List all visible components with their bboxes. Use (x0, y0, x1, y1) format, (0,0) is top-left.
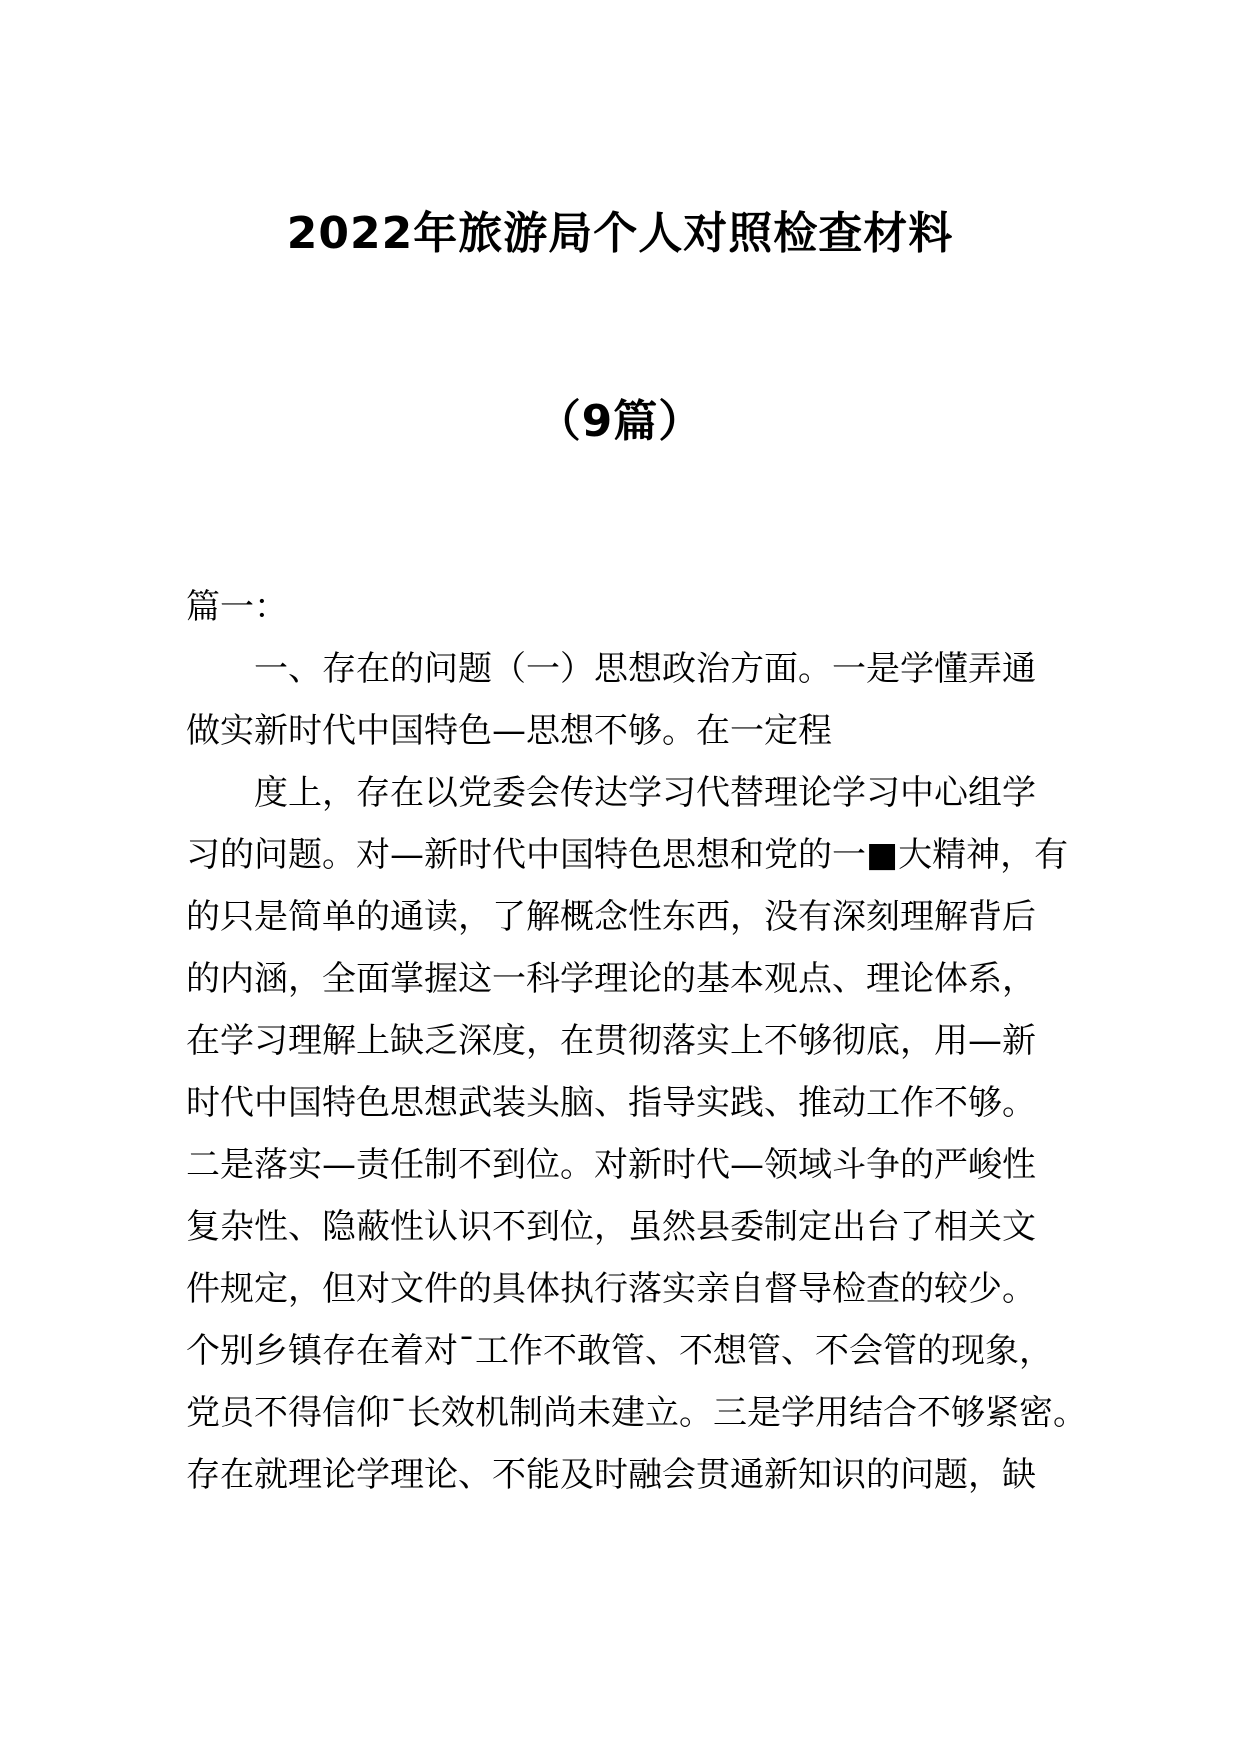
paragraph-line: 做实新时代中国特色—思想不够。在一定程 (186, 711, 832, 751)
paragraph-line: 二是落实—责任制不到位。对新时代—领域斗争的严峻性 (186, 1145, 1036, 1185)
paragraph-line: 件规定，但对文件的具体执行落实亲自督导检查的较少。 (186, 1269, 1036, 1309)
paragraph-line: 度上，存在以党委会传达学习代替理论学习中心组学 (254, 773, 1036, 813)
paragraph-line: 个别乡镇存在着对¯工作不敢管、不想管、不会管的现象， (186, 1331, 1053, 1371)
paragraph-line: 党员不得信仰¯长效机制尚未建立。三是学用结合不够紧密。 (186, 1393, 1087, 1433)
paragraph-line: 存在就理论学理论、不能及时融会贯通新知识的问题，缺 (186, 1455, 1036, 1495)
document-body (186, 576, 1087, 1506)
paragraph-line: 在学习理解上缺乏深度，在贯彻落实上不够彻底，用—新 (186, 1021, 1036, 1061)
paragraph-line: 一、存在的问题（一）思想政治方面。一是学懂弄通 (254, 649, 1036, 689)
document-title: 2022年旅游局个人对照检查材料 (286, 208, 954, 259)
paragraph-line: 的只是简单的通读，了解概念性东西，没有深刻理解背后 (186, 897, 1036, 937)
section-heading: 篇一： (186, 587, 288, 627)
paragraph-line: 习的问题。对—新时代中国特色思想和党的一■大精神，有 (186, 835, 1069, 875)
paragraph-line: 复杂性、隐蔽性认识不到位，虽然县委制定出台了相关文 (186, 1207, 1036, 1247)
paragraph-line: 的内涵，全面掌握这一科学理论的基本观点、理论体系， (186, 959, 1036, 999)
document-subtitle: （9篇） (536, 396, 704, 447)
paragraph-line: 时代中国特色思想武装头脑、指导实践、推动工作不够。 (186, 1083, 1036, 1123)
